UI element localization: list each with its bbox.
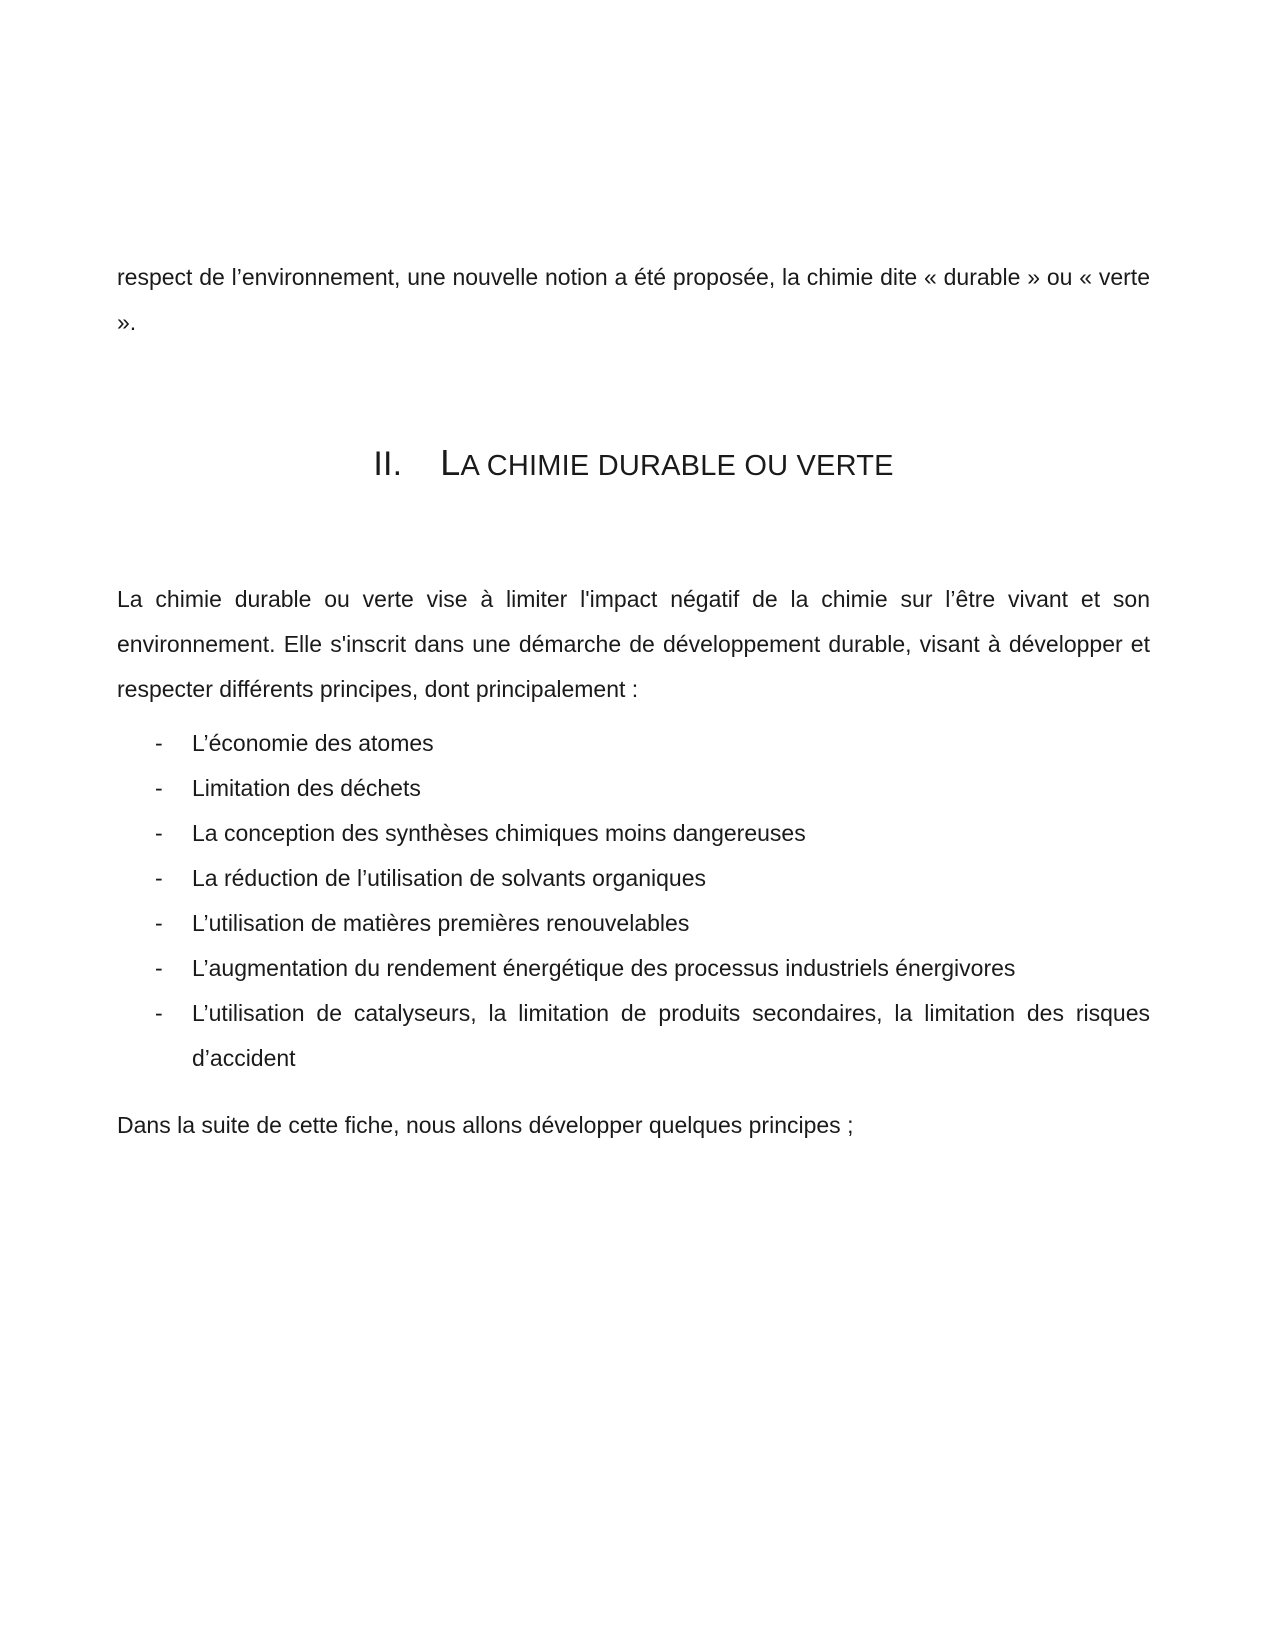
bullet-dash: - xyxy=(155,730,163,756)
body-paragraph: La chimie durable ou verte vise à limiter l'impact négatif de la chimie sur l’être vivant et son environnement. Elle s'inscrit dans une démarche de développement durable, visant à développer et respecter différents principes, dont principalement : xyxy=(117,586,1150,702)
closing-paragraph: Dans la suite de cette fiche, nous allons développer quelques principes ; xyxy=(117,1112,854,1138)
list-item xyxy=(117,856,1150,901)
list-item-text: L’économie des atomes xyxy=(192,730,434,756)
bullet-dash: - xyxy=(155,820,163,846)
list-item xyxy=(117,946,1150,991)
list-item-text: La réduction de l’utilisation de solvants organiques xyxy=(192,865,706,891)
list-item-text: La conception des synthèses chimiques moins dangereuses xyxy=(192,820,806,846)
list-item-text: L’utilisation de matières premières renouvelables xyxy=(192,910,690,936)
bullet-dash: - xyxy=(155,1000,163,1026)
principles-list xyxy=(117,721,1150,1081)
section-title-rest: A CHIMIE DURABLE OU VERTE xyxy=(460,450,894,482)
section-heading xyxy=(117,442,1150,484)
bullet-dash: - xyxy=(155,865,163,891)
intro-paragraph: respect de l’environnement, une nouvelle notion a été proposée, la chimie dite « durable » ou « verte ». xyxy=(117,264,1150,335)
bullet-dash: - xyxy=(155,910,163,936)
list-item xyxy=(117,811,1150,856)
bullet-dash: - xyxy=(155,955,163,981)
list-item-text: L’augmentation du rendement énergétique des processus industriels énergivores xyxy=(192,955,1016,981)
section-title-initial: L xyxy=(440,442,461,483)
list-item-text: L’utilisation de catalyseurs, la limitation de produits secondaires, la limitation des risques d’accident xyxy=(192,1000,1150,1071)
list-item xyxy=(117,901,1150,946)
bullet-dash: - xyxy=(155,775,163,801)
list-item xyxy=(117,991,1150,1081)
section-number: II. xyxy=(373,445,403,483)
list-item-text: Limitation des déchets xyxy=(192,775,421,801)
list-item xyxy=(117,766,1150,811)
list-item xyxy=(117,721,1150,766)
